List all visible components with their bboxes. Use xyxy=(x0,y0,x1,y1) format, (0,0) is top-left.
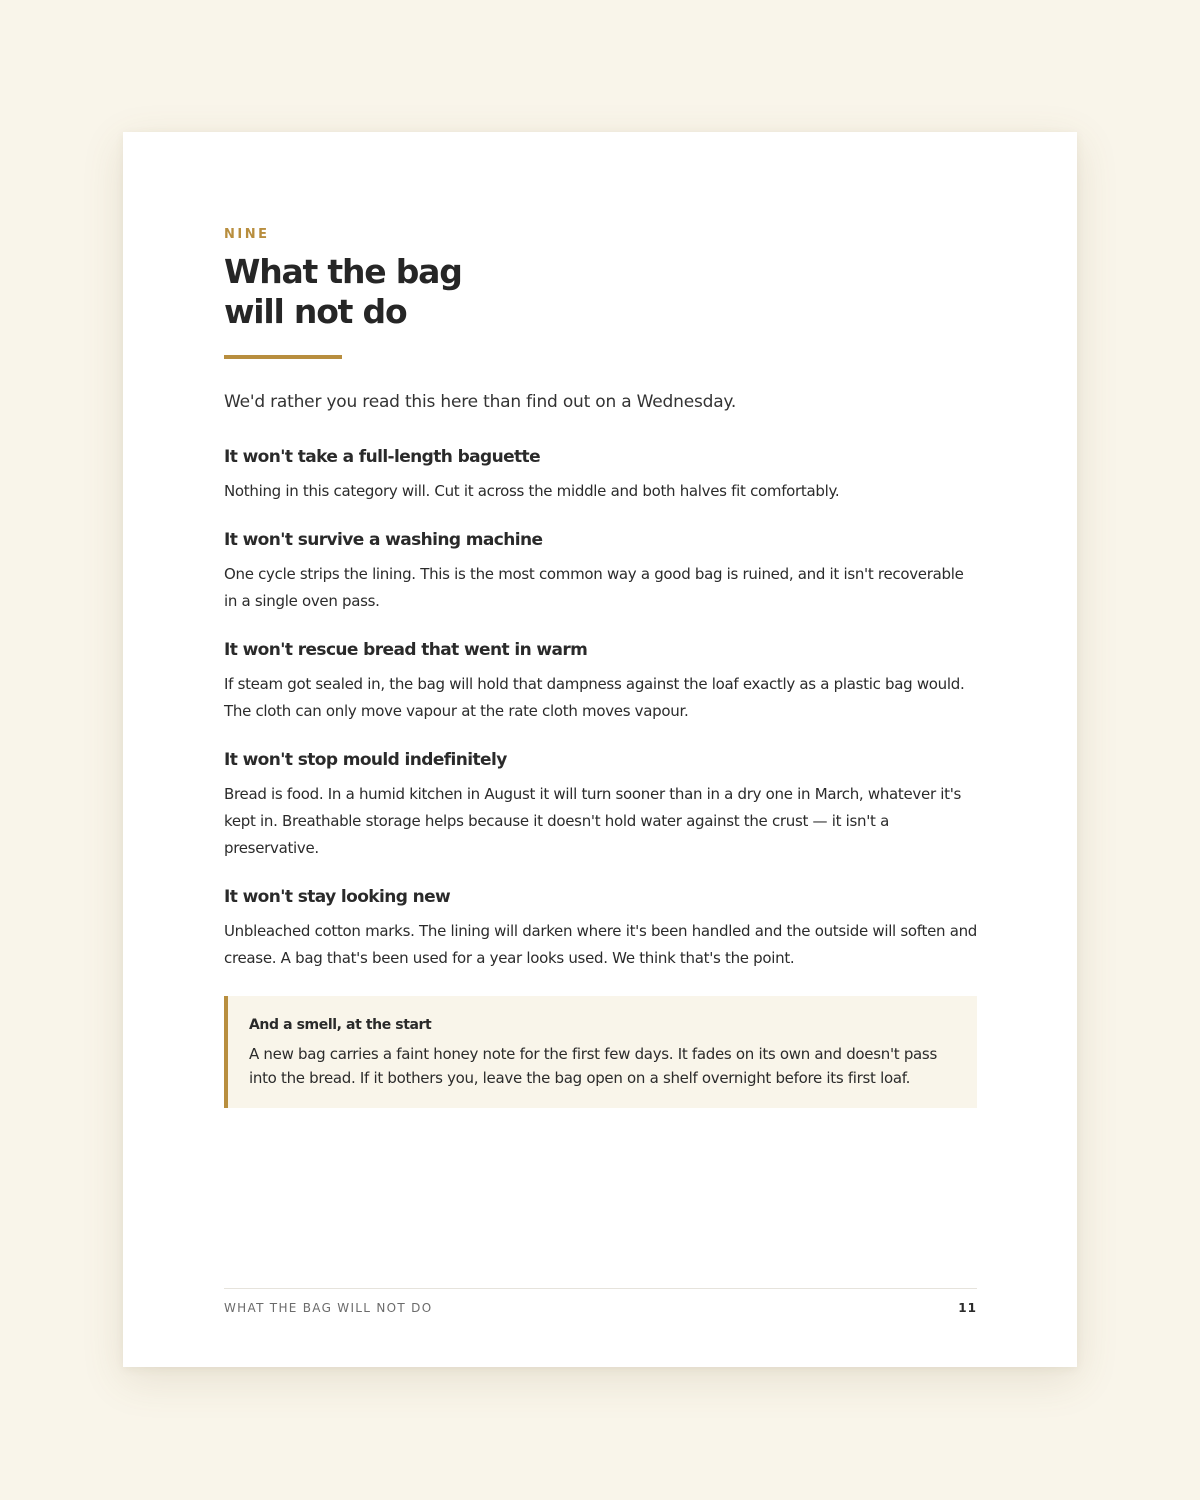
chapter-title-line-2: will not do xyxy=(224,292,407,331)
section-mould xyxy=(224,749,977,862)
section-heading: It won't survive a washing machine xyxy=(224,530,543,550)
section-body: Nothing in this category will. Cut it across the middle and both halves fit comfortably. xyxy=(224,482,840,500)
page-footer xyxy=(224,1288,977,1315)
callout-body: A new bag carries a faint honey note for the first few days. It fades on its own and doesn't pass into the bread. If it bothers you, leave the bag open on a shelf overnight before its first loaf. xyxy=(249,1045,937,1087)
section-body: Bread is food. In a humid kitchen in August it will turn sooner than in a dry one in March, whatever it's kept in. Breathable storage helps because it doesn't hold water against the crust — it isn't a preservative. xyxy=(224,785,962,857)
page-content xyxy=(224,227,977,1108)
document-page xyxy=(123,132,1077,1367)
section-heading: It won't stop mould indefinitely xyxy=(224,750,507,770)
chapter-number: NINE xyxy=(224,227,270,242)
title-accent-rule xyxy=(224,355,342,359)
page-number: 11 xyxy=(958,1301,977,1315)
chapter-intro: We'd rather you read this here than find out on a Wednesday. xyxy=(224,392,737,412)
chapter-title-line-1: What the bag xyxy=(224,252,462,291)
callout-heading: And a smell, at the start xyxy=(249,1017,432,1033)
section-heading: It won't rescue bread that went in warm xyxy=(224,640,588,660)
section-body: One cycle strips the lining. This is the most common way a good bag is ruined, and it isn't recoverable in a single oven pass. xyxy=(224,565,964,610)
section-baguette xyxy=(224,446,977,505)
chapter-title xyxy=(224,252,977,332)
section-heading: It won't stay looking new xyxy=(224,887,451,907)
section-body: Unbleached cotton marks. The lining will darken where it's been handled and the outside will soften and crease. A bag that's been used for a year looks used. We think that's the point. xyxy=(224,922,978,967)
section-looking-new xyxy=(224,886,977,972)
section-warm-bread xyxy=(224,639,977,725)
section-washing-machine xyxy=(224,529,977,615)
sections-list xyxy=(224,446,977,972)
section-heading: It won't take a full-length baguette xyxy=(224,447,541,467)
section-body: If steam got sealed in, the bag will hold that dampness against the loaf exactly as a plastic bag would. The cloth can only move vapour at the rate cloth moves vapour. xyxy=(224,675,965,720)
footer-running-title: WHAT THE BAG WILL NOT DO xyxy=(224,1301,433,1315)
smell-callout xyxy=(224,996,977,1108)
